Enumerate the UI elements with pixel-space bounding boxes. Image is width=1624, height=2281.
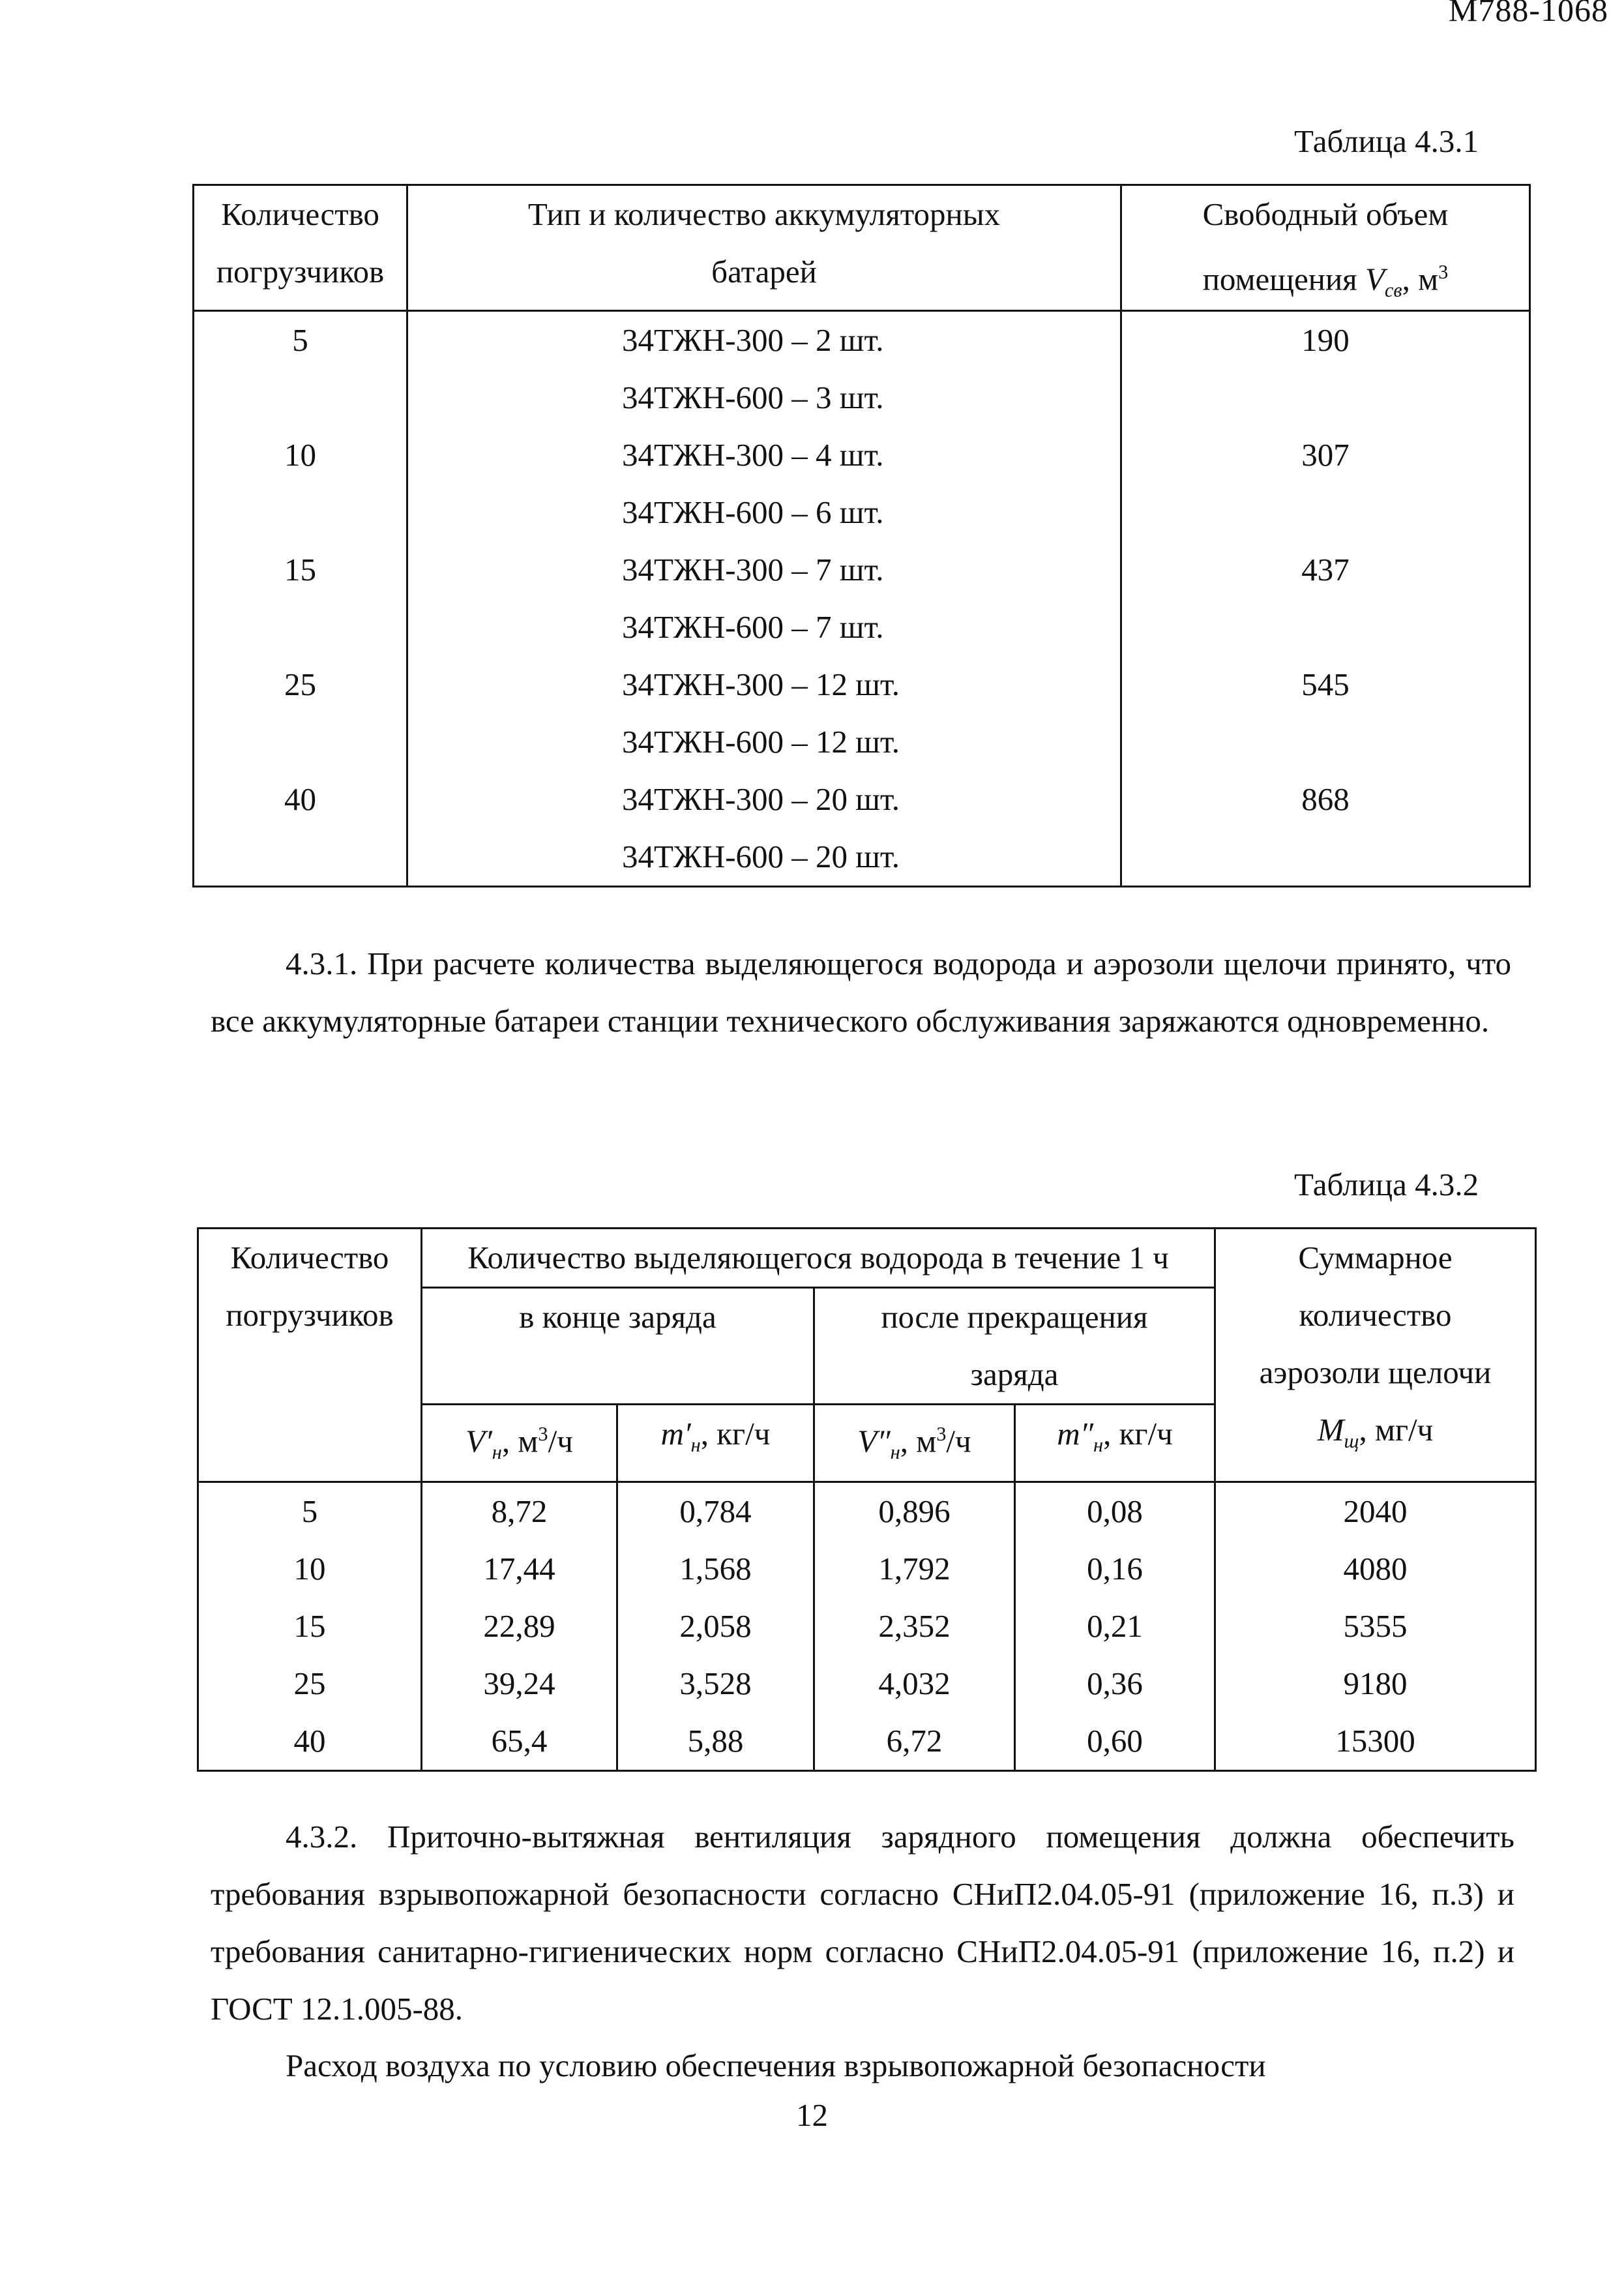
table1-header-volume: Свободный объем помещения $V_{св}$, $м^3$ (1121, 185, 1530, 311)
table2-header-after-charge: после прекращения заряда (814, 1288, 1215, 1405)
table2-col-v1: 8,72 17,44 22,89 39,24 65,4 (422, 1482, 617, 1771)
unit-m2: $m''_н$, кг/ч (1015, 1405, 1215, 1482)
table2-col-m1: 0,784 1,568 2,058 3,528 5,88 (617, 1482, 814, 1771)
table2-caption: Таблица 4.3.2 (1294, 1167, 1479, 1202)
table1-count-column: 5 10 15 25 40 (194, 311, 407, 887)
table1-header-batteries: Тип и количество аккумуляторных батарей (407, 185, 1121, 311)
paragraph-4-3-2: 4.3.2. Приточно-вытяжная вентиляция зарядного помещения должна обеспечить требования взрывопожарной безопасности согласно СНиП2.04.05-91 (приложение 16, п.3) и требования санитарно-гигиенических норм согласно СНиП2.04.05-91 (приложение 16, п.2) и ГОСТ 12.1.005-88. (211, 1819, 1514, 2027)
table1-header-row (194, 185, 1530, 311)
table-4-3-1 (192, 184, 1531, 887)
paragraph-4-3-1: 4.3.1. При расчете количества выделяющегося водорода и аэрозоли щелочи принято, что все аккумуляторные батареи станции технического обслуживания заряжаются одновременно. (211, 946, 1511, 1039)
unit-m1: $m'_н$, кг/ч (617, 1405, 814, 1482)
table1-caption: Таблица 4.3.1 (1294, 123, 1479, 159)
table-4-3-2 (197, 1227, 1537, 1772)
table1-header-count: Количество погрузчиков (194, 185, 407, 311)
table2-col-aerosol: 2040 4080 5355 9180 15300 (1215, 1482, 1536, 1771)
paragraph-air-flow: Расход воздуха по условию обеспечения взрывопожарной безопасности (286, 2048, 1266, 2083)
table2-header-aerosol: Суммарное количество аэрозоли щелочи $M_щ$, мг/ч (1215, 1229, 1536, 1482)
unit-v2: $V''_н$, $м^3/ч$ (814, 1405, 1015, 1482)
table2-header-count: Количество погрузчиков (198, 1229, 422, 1482)
table1-batteries-column: 34ТЖН-300 – 2 шт. 34ТЖН-600 – 3 шт. 34ТЖН-300 – 4 шт. 34ТЖН-600 – 6 шт. 34ТЖН-300 – 7 шт. 34ТЖН-600 – 7 шт. 34ТЖН-300 – 12 шт. 34ТЖН-600 – 12 шт. 34ТЖН-300 – 20 шт. 34ТЖН-600 – 20 шт. (407, 311, 1121, 887)
table2-header-hydrogen: Количество выделяющегося водорода в течение 1 ч (422, 1229, 1215, 1288)
table2-col-m2: 0,08 0,16 0,21 0,36 0,60 (1015, 1482, 1215, 1771)
table2-header-end-of-charge: в конце заряда (422, 1288, 814, 1405)
document-code: М788-1068 (1448, 0, 1608, 28)
table2-body (198, 1482, 1536, 1771)
table2-header-row-1 (198, 1229, 1536, 1288)
page-number: 12 (796, 2097, 828, 2133)
table2-col-v2: 0,896 1,792 2,352 4,032 6,72 (814, 1482, 1015, 1771)
table2-col-count: 5 10 15 25 40 (198, 1482, 422, 1771)
table1-volume-column: 190 307 437 545 868 (1121, 311, 1530, 887)
table1-body (194, 311, 1530, 887)
unit-v1: $V'_н$, $м^3/ч$ (422, 1405, 617, 1482)
